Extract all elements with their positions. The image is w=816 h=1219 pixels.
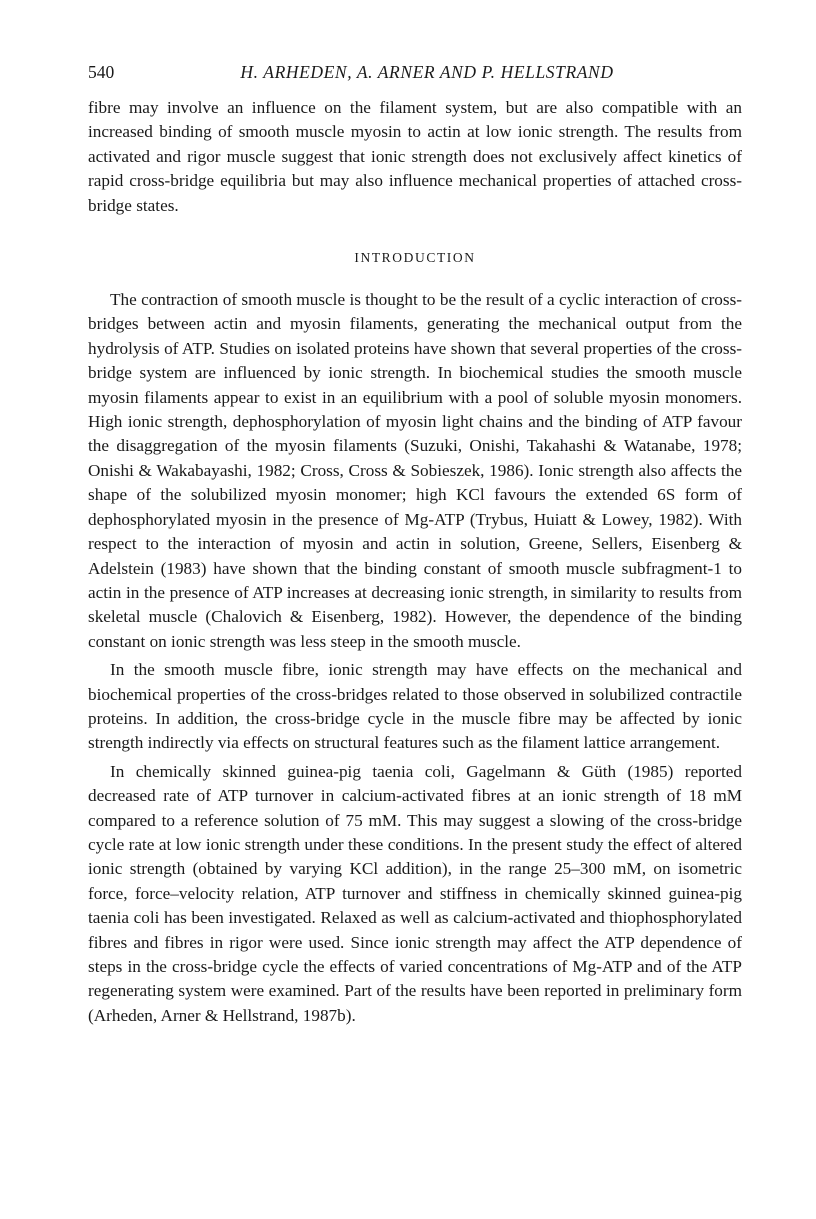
section-heading-introduction: INTRODUCTION: [354, 250, 476, 266]
abstract-tail-paragraph: fibre may involve an influence on the filament system, but are also compatible with an increased binding of smooth muscle myosin to actin at low ionic strength. The results from activated and rigor muscle suggest that ionic strength does not exclusively affect kinetics of rapid cross-bridge equilibria but may also influence mechanical properties of attached cross-bridge states.: [88, 98, 742, 215]
intro-paragraph-3: In chemically skinned guinea-pig taenia coli, Gagelmann & Güth (1985) reported decreased rate of ATP turnover in calcium-activated fibres at an ionic strength of 18 mM compared to a reference solution of 75 mM. This may suggest a slowing of the cross-bridge cycle rate at low ionic strength under these conditions. In the present study the effect of altered ionic strength (obtained by varying KCl addition), in the range 25–300 mM, on isometric force, force–velocity relation, ATP turnover and stiffness in chemically skinned guinea-pig taenia coli has been investigated. Relaxed as well as calcium-activated and thiophosphorylated fibres and fibres in rigor were used. Since ionic strength may affect the ATP dependence of steps in the cross-bridge cycle the effects of varied concentrations of Mg-ATP and of the ATP regenerating system were examined. Part of the results have been reported in preliminary form (Arheden, Arner & Hellstrand, 1987b).: [88, 761, 742, 1025]
page: [88, 62, 742, 1028]
running-header: [88, 62, 742, 92]
intro-paragraph-2: In the smooth muscle fibre, ionic strength may have effects on the mechanical and biochemical properties of the cross-bridges related to those observed in solubilized contractile proteins. In addition, the cross-bridge cycle in the muscle fibre may be affected by ionic strength indirectly via effects on structural features such as the filament lattice arrangement.: [88, 660, 742, 753]
page-number: 540: [88, 62, 115, 82]
intro-paragraph-1: The contraction of smooth muscle is thought to be the result of a cyclic interaction of cross-bridges between actin and myosin filaments, generating the mechanical output from the hydrolysis of ATP. Studies on isolated proteins have shown that several properties of the cross-bridge system are influenced by ionic strength. In biochemical studies the smooth muscle myosin filaments appear to exist in an equilibrium with a pool of soluble myosin monomers. High ionic strength, dephosphorylation of myosin light chains and the binding of ATP favour the disaggregation of the myosin filaments (Suzuki, Onishi, Takahashi & Watanabe, 1978; Onishi & Wakabayashi, 1982; Cross, Cross & Sobieszek, 1986). Ionic strength also affects the shape of the solubilized myosin monomer; high KCl favours the extended 6S form of dephosphorylated myosin in the presence of Mg-ATP (Trybus, Huiatt & Lowey, 1982). With respect to the interaction of myosin and actin in solution, Greene, Sellers, Eisenberg & Adelstein (1983) have shown that the binding constant of smooth muscle subfragment-1 to actin in the presence of ATP increases at decreasing ionic strength, in similarity to results from skeletal muscle (Chalovich & Eisenberg, 1982). However, the dependence of the binding constant on ionic strength was less steep in the smooth muscle.: [88, 290, 742, 651]
running-authors: H. ARHEDEN, A. ARNER AND P. HELLSTRAND: [240, 62, 614, 82]
